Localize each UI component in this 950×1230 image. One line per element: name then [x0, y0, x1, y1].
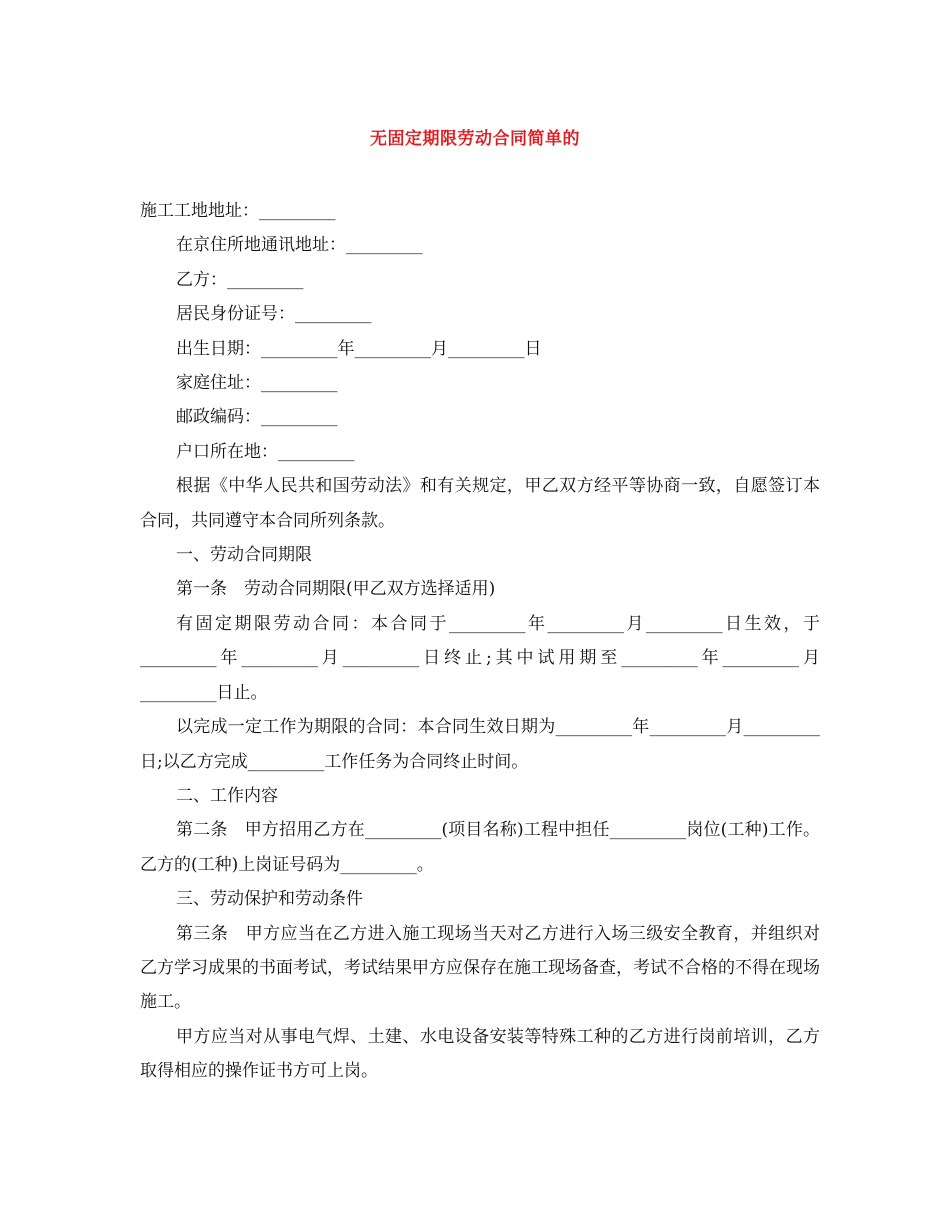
section-heading-term: 一、劳动合同期限 [176, 545, 312, 566]
home-address-line: 家庭住址：_________ [176, 373, 338, 394]
article-3-paragraph: 第三条 甲方应当在乙方进入施工现场当天对乙方进行入场三级安全教育，并组织对乙方学习成果的书面考试，考试结果甲方应保存在施工现场备查，考试不合格的不得在现场施工。 [140, 923, 820, 1013]
postal-code-line: 邮政编码：_________ [176, 407, 338, 428]
document-body [140, 194, 820, 1089]
section-heading-protection: 三、劳动保护和劳动条件 [176, 889, 363, 910]
preamble-paragraph: 根据《中华人民共和国劳动法》和有关规定，甲乙双方经平等协商一致，自愿签订本合同，共同遵守本合同所列条款。 [140, 476, 820, 531]
task-term-paragraph: 以完成一定工作为期限的合同：本合同生效日期为_________年_________月_________日;以乙方完成_________工作任务为合同终止时间。 [140, 717, 820, 772]
article-2-paragraph: 第二条 甲方招用乙方在_________(项目名称)工程中担任_________岗位(工种)工作。乙方的(工种)上岗证号码为_________。 [140, 820, 820, 875]
birth-date-line: 出生日期：_________年_________月_________日 [176, 338, 542, 359]
household-registration-line: 户口所在地：_________ [176, 441, 355, 462]
site-address-line: 施工工地地址：_________ [140, 201, 336, 221]
party-b-line: 乙方：_________ [176, 269, 304, 290]
section-heading-work: 二、工作内容 [176, 785, 278, 806]
beijing-address-line: 在京住所地通讯地址：_________ [176, 235, 423, 256]
document-title: 无固定期限劳动合同简单的 [370, 129, 580, 149]
fixed-term-paragraph: 有固定期限劳动合同：本合同于_________年_________月_________日生效，于_________年_________月_________日终止;其中试用期至_________年_________月_________日止。 [140, 613, 820, 703]
id-number-line: 居民身份证号：_________ [176, 304, 372, 325]
article-1-heading: 第一条 劳动合同期限(甲乙双方选择适用) [176, 579, 496, 600]
training-paragraph: 甲方应当对从事电气焊、土建、水电设备安装等特殊工种的乙方进行岗前培训，乙方取得相应的操作证书方可上岗。 [140, 1026, 820, 1082]
